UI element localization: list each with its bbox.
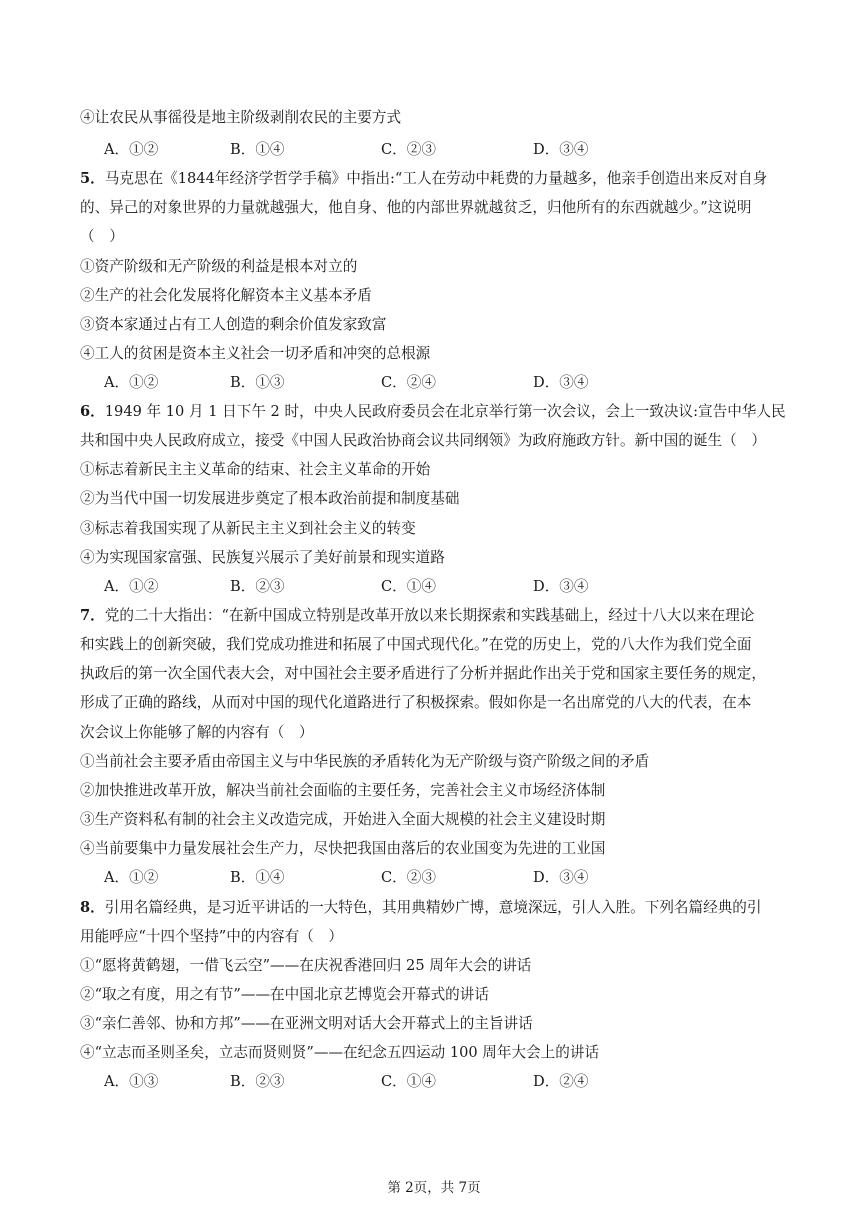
option-a: A．①② [104,869,159,886]
q8-stem-line-1 [80,898,800,918]
q5-item-1: ①资产阶级和无产阶级的利益是根本对立的 [80,258,358,275]
q6-number: 6． [80,403,105,420]
q6-stem-text-1: 1949 年 10 月 1 日下午 2 时，中央人民政府委员会在北京举行第一次会议，会上一致决议:宣告中华人民 [104,403,786,420]
option-a: A．①③ [104,1073,159,1090]
q7-stem-text-1: 党的二十大指出：“在新中国成立特别是改革开放以来长期探索和实践基础上，经过十八大以来在理论 [104,607,755,624]
q5-stem-line-3: （ ） [80,228,124,245]
q7-stem-line-3: 执政后的第一次全国代表大会，对中国社会主要矛盾进行了分析并据此作出关于党和国家主要任务的规定， [80,665,766,682]
q8-item-2: ②“取之有度，用之有节”——在中国北京艺博览会开幕式的讲话 [80,986,489,1003]
option-c: C．①④ [381,578,436,595]
option-d: D．③④ [533,374,589,391]
prev-options [104,140,804,160]
q7-item-2: ②加快推进改革开放，解决当前社会面临的主要任务，完善社会主义市场经济体制 [80,782,606,799]
q7-item-4: ④当前要集中力量发展社会生产力，尽快把我国由落后的农业国变为先进的工业国 [80,840,606,857]
option-b: B．①④ [230,869,285,886]
option-b: B．①④ [230,141,285,158]
option-d: D．③④ [533,578,589,595]
q5-stem-text-1: 马克思在《1844年经济学哲学手稿》中指出:“工人在劳动中耗费的力量越多，他亲手创造出来反对自身 [104,170,768,187]
option-b: B．①③ [230,374,285,391]
q5-stem-line-1 [80,169,800,189]
option-b: B．②③ [230,578,285,595]
q5-item-4: ④工人的贫困是资本主义社会一切矛盾和冲突的总根源 [80,345,431,362]
q6-item-2: ②为当代中国一切发展进步奠定了根本政治前提和制度基础 [80,490,460,507]
option-d: D．③④ [533,869,589,886]
option-a: A．①② [104,578,159,595]
option-c: C．①④ [381,1073,436,1090]
page-footer: 第 2页，共 7页 [387,1180,481,1196]
q8-number: 8． [80,899,105,916]
prev-item-4: ④让农民从事徭役是地主阶级剥削农民的主要方式 [80,109,402,126]
q7-stem-line-5: 次会议上你能够了解的内容有（ ） [80,724,314,741]
q8-item-1: ①“愿将黄鹤翅，一借飞云空”——在庆祝香港回归 25 周年大会的讲话 [80,957,532,974]
option-d: D．②④ [533,1073,589,1090]
q5-item-2: ②生产的社会化发展将化解资本主义基本矛盾 [80,287,372,304]
option-c: C．②④ [381,374,436,391]
q6-item-1: ①标志着新民主主义革命的结束、社会主义革命的开始 [80,461,431,478]
option-b: B．②③ [230,1073,285,1090]
q8-item-3: ③“亲仁善邻、协和方邦”——在亚洲文明对话大会开幕式上的主旨讲话 [80,1015,533,1032]
q7-number: 7． [80,607,105,624]
option-a: A．①② [104,374,159,391]
option-c: C．②③ [381,869,436,886]
q8-options [104,1072,804,1092]
q7-options [104,868,804,888]
q8-stem-line-2: 用能呼应“十四个坚持”中的内容有（ ） [80,928,344,945]
q5-item-3: ③资本家通过占有工人创造的剩余价值发家致富 [80,316,387,333]
q5-stem-line-2: 的、异己的对象世界的力量就越强大，他自身、他的内部世界就越贫乏，归他所有的东西就越少。”这说明 [80,199,752,216]
q7-stem-line-4: 形成了正确的路线，从而对中国的现代化道路进行了积极探索。假如你是一名出席党的八大的代表，在本 [80,694,752,711]
q6-options [104,577,804,597]
option-c: C．②③ [381,141,436,158]
q5-number: 5． [80,170,105,187]
q7-stem-line-1 [80,606,800,626]
option-a: A．①② [104,141,159,158]
q5-options [104,373,804,393]
q7-item-1: ①当前社会主要矛盾由帝国主义与中华民族的矛盾转化为无产阶级与资产阶级之间的矛盾 [80,753,650,770]
q6-stem-line-2: 共和国中央人民政府成立，接受《中国人民政治协商会议共同纲领》为政府施政方针。新中国的诞生（ ） [80,432,766,449]
q7-stem-line-2: 和实践上的创新突破，我们党成功推进和拓展了中国式现代化。”在党的历史上，党的八大作为我们党全面 [80,636,752,653]
q8-stem-text-1: 引用名篇经典，是习近平讲话的一大特色，其用典精妙广博，意境深远，引人入胜。下列名篇经典的引 [104,899,762,916]
q6-stem-line-1 [80,402,800,422]
q6-item-3: ③标志着我国实现了从新民主主义到社会主义的转变 [80,520,416,537]
q8-item-4: ④“立志而圣则圣矣，立志而贤则贤”——在纪念五四运动 100 周年大会上的讲话 [80,1044,600,1061]
option-d: D．③④ [533,141,589,158]
q6-item-4: ④为实现国家富强、民族复兴展示了美好前景和现实道路 [80,549,445,566]
q7-item-3: ③生产资料私有制的社会主义改造完成，开始进入全面大规模的社会主义建设时期 [80,811,606,828]
